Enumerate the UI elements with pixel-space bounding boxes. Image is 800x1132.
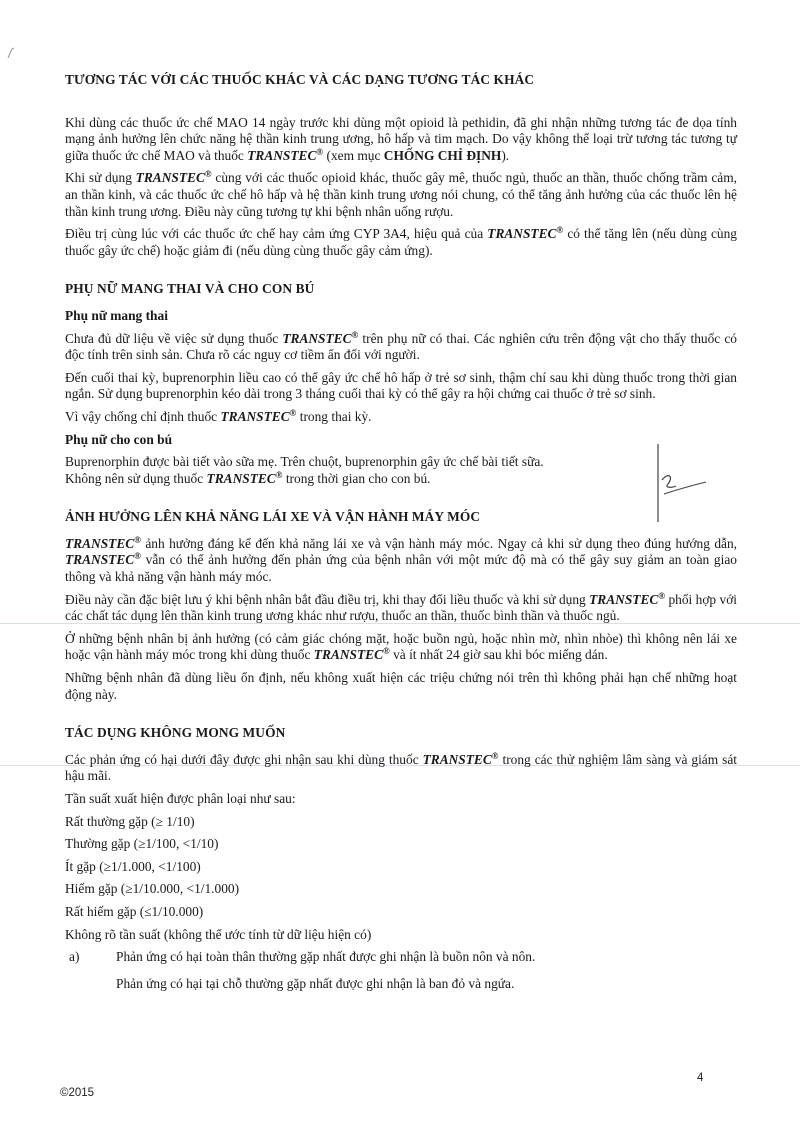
driving-paragraph-1: TRANSTEC® ảnh hưởng đáng kể đến khả năng lái xe và vận hành máy móc. Ngay cả khi sử dụng theo đúng hướng dẫn, TRANSTEC® vẫn có thể ảnh hưởng đến phản ứng của bệnh nhân với một mức độ mà có thể gây suy giảm an toàn giao thông và khả năng vận hành máy móc.: [65, 534, 737, 585]
driving-paragraph-3: Ở những bệnh nhân bị ảnh hưởng (có cảm giác chóng mặt, hoặc buồn ngủ, hoặc nhìn mờ, nhìn nhòe) thì không nên lái xe hoặc vận hành máy móc trong khi dùng thuốc TRANSTEC® và ít nhất 24 giờ sau khi bóc miếng dán.: [65, 630, 737, 663]
interactions-paragraph-3: Điều trị cùng lúc với các thuốc ức chế hay cảm ứng CYP 3A4, hiệu quả của TRANSTEC® có thể tăng lên (nếu dùng cùng thuốc gây ức chế) hoặc giảm đi (nếu dùng cùng thuốc gây cảm ứng).: [65, 225, 737, 258]
driving-paragraph-4: Những bệnh nhân đã dùng liều ổn định, nếu không xuất hiện các triệu chứng nói trên thì không phải hạn chế những hoạt động này.: [65, 670, 737, 702]
section-heading-interactions: TƯƠNG TÁC VỚI CÁC THUỐC KHÁC VÀ CÁC DẠNG TƯƠNG TÁC KHÁC: [65, 72, 535, 87]
brand-name: TRANSTEC®: [220, 407, 297, 424]
brand-name: TRANSTEC®: [206, 469, 283, 486]
frequency-item: Thường gặp (≥1/100, <1/10): [65, 836, 219, 852]
driving-paragraph-2: Điều này cần đặc biệt lưu ý khi bệnh nhân bắt đầu điều trị, khi thay đổi liều thuốc và khi sử dụng TRANSTEC® phối hợp với các chất tác dụng lên thần kinh trung ương khác như rượu, thuốc an thần, thuốc bình thần và thuốc ngủ.: [65, 590, 737, 624]
brand-name: TRANSTEC®: [135, 169, 212, 186]
brand-name: TRANSTEC®: [65, 534, 141, 551]
contraindication-ref: CHỐNG CHỈ ĐỊNH: [383, 147, 502, 163]
document-body: [65, 72, 737, 992]
subheading-pregnant-women: Phụ nữ mang thai: [65, 307, 168, 323]
subheading-breastfeeding: Phụ nữ cho con bú: [65, 431, 173, 447]
list-item-a-continuation: Phản ứng có hại tại chỗ thường gặp nhất được ghi nhận là ban đỏ và ngứa.: [116, 975, 515, 991]
brand-name: TRANSTEC®: [313, 646, 390, 663]
brand-name: TRANSTEC®: [282, 329, 359, 346]
brand-name: TRANSTEC®: [422, 750, 499, 767]
breastfeeding-paragraph-2: Không nên sử dụng thuốc TRANSTEC® trong thời gian cho con bú.: [65, 469, 431, 486]
brand-name: TRANSTEC®: [247, 146, 324, 163]
adverse-paragraph-1: Các phản ứng có hại dưới đây được ghi nhận sau khi dùng thuốc TRANSTEC® trong các thử nghiệm lâm sàng và giám sát hậu mãi.: [65, 750, 737, 784]
breastfeeding-paragraph-1: Buprenorphin được bài tiết vào sữa mẹ. Trên chuột, buprenorphin gây ức chế bài tiết sữa.: [65, 454, 544, 470]
corner-mark-icon: [6, 46, 16, 60]
pregnancy-paragraph-2: Đến cuối thai kỳ, buprenorphin liều cao có thể gây ức chế hô hấp ở trẻ sơ sinh, thậm chí sau khi dùng thuốc trong thời gian ngắn. Sử dụng buprenorphin kéo dài trong 3 tháng cuối thai kỳ có thể gây ra hội chứng cai thuốc ở trẻ sơ sinh.: [65, 369, 737, 402]
pregnancy-paragraph-1: Chưa đủ dữ liệu về việc sử dụng thuốc TRANSTEC® trên phụ nữ có thai. Các nghiên cứu trên động vật cho thấy thuốc có độc tính trên sinh sản. Chưa rõ các nguy cơ tiềm ẩn đối với người.: [65, 329, 737, 363]
section-heading-pregnancy: PHỤ NỮ MANG THAI VÀ CHO CON BÚ: [65, 281, 315, 297]
frequency-item: Hiếm gặp (≥1/10.000, <1/1.000): [65, 881, 240, 897]
list-item-a-text: Phản ứng có hại toàn thân thường gặp nhất được ghi nhận là buồn nôn và nôn.: [116, 949, 536, 965]
frequency-item: Rất hiếm gặp (≤1/10.000): [65, 903, 204, 919]
list-item-a: [65, 949, 737, 966]
page-number: 4: [697, 1072, 704, 1084]
brand-name: TRANSTEC®: [65, 551, 141, 568]
pregnancy-paragraph-3: Vì vậy chống chỉ định thuốc TRANSTEC® trong thai kỳ.: [65, 407, 372, 424]
interactions-paragraph-1: Khi dùng các thuốc ức chế MAO 14 ngày trước khi dùng một opioid là pethidin, đã ghi nhận những tương tác đe dọa tính mạng ảnh hưởng lên chức năng hệ thần kinh trung ương, hô hấp và tim mạch. Do vậy không thể loại trừ tương tác tương tự giữa thuốc ức chế MAO và thuốc TRANSTEC® (xem mục CHỐNG CHỈ ĐỊNH).: [65, 114, 737, 163]
brand-name: TRANSTEC®: [589, 590, 666, 607]
frequency-item: Ít gặp (≥1/1.000, <1/100): [65, 858, 201, 874]
frequency-item: Không rõ tần suất (không thể ước tính từ dữ liệu hiện có): [65, 926, 372, 942]
list-label-a: a): [69, 949, 80, 965]
section-heading-driving: ẢNH HƯỞNG LÊN KHẢ NĂNG LÁI XE VÀ VẬN HÀNH MÁY MÓC: [65, 509, 481, 525]
adverse-paragraph-2: Tần suất xuất hiện được phân loại như sau:: [65, 791, 296, 806]
copyright-footer: ©2015: [60, 1087, 95, 1099]
interactions-paragraph-2: Khi sử dụng TRANSTEC® cùng với các thuốc opioid khác, thuốc gây mê, thuốc ngủ, thuốc an thần, thuốc chống trầm cảm, an thần kinh, và các thuốc ức chế hô hấp và hệ thần kinh trung ương nói chung, có thể tăng ảnh hưởng của các thuốc lên hệ thần kinh trung ương. Điều này cũng tương tự khi bệnh nhân uống rượu.: [65, 169, 737, 219]
frequency-item: Rất thường gặp (≥ 1/10): [65, 813, 195, 829]
brand-name: TRANSTEC®: [487, 225, 564, 242]
section-heading-adverse-effects: TÁC DỤNG KHÔNG MONG MUỐN: [65, 725, 286, 741]
